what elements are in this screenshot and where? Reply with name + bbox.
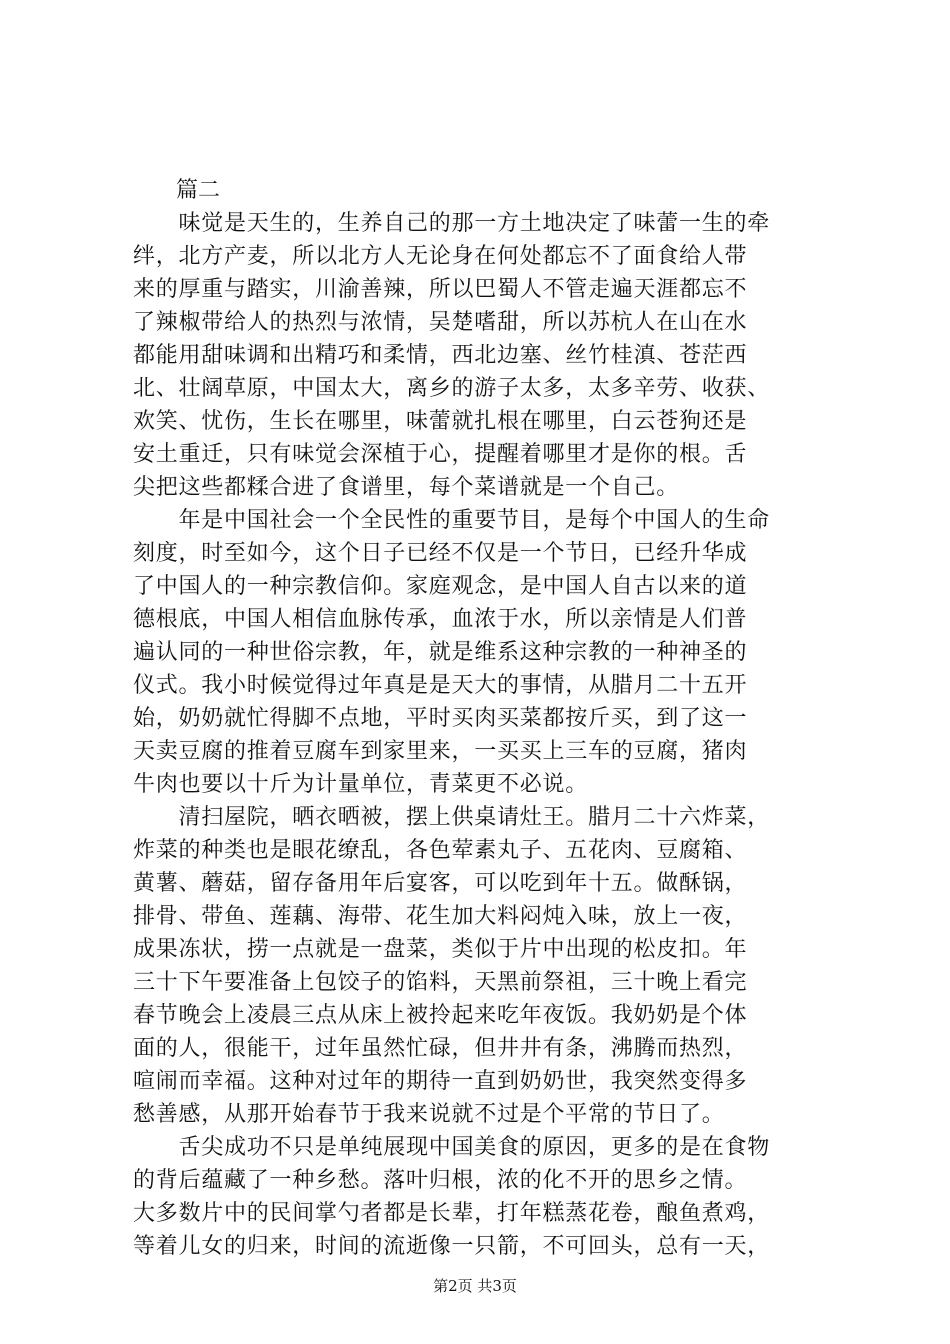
- section-heading: 篇二: [176, 178, 221, 203]
- text-line: 刻度，时至如今，这个日子已经不仅是一个节日，已经升华成: [133, 541, 748, 566]
- text-line: 春节晚会上凌晨三点从床上被拎起来吃年夜饭。我奶奶是个体: [133, 1003, 748, 1028]
- text-line: 炸菜的种类也是眼花缭乱，各色荤素丸子、五花肉、豆腐箱、: [133, 838, 748, 863]
- text-line: 三十下午要准备上包饺子的馅料，天黑前祭祖，三十晚上看完: [133, 970, 748, 995]
- text-line: 始，奶奶就忙得脚不点地，平时买肉买菜都按斤买，到了这一: [133, 706, 748, 731]
- text-line: 安土重迁，只有味觉会深植于心，提醒着哪里才是你的根。舌: [133, 442, 748, 467]
- text-line: 欢笑、忧伤，生长在哪里，味蕾就扎根在哪里，白云苍狗还是: [133, 409, 748, 434]
- text-line: 面的人，很能干，过年虽然忙碌，但井井有条，沸腾而热烈，: [133, 1036, 748, 1061]
- text-line: 遍认同的一种世俗宗教，年，就是维系这种宗教的一种神圣的: [133, 640, 748, 665]
- text-line: 成果冻状，捞一点就是一盘菜，类似于片中出现的松皮扣。年: [133, 937, 748, 962]
- text-line: 等着儿女的归来，时间的流逝像一只箭，不可回头，总有一天，: [133, 1234, 771, 1259]
- text-line: 愁善感，从那开始春节于我来说就不过是个平常的节日了。: [133, 1102, 725, 1127]
- text-line: 大多数片中的民间掌勺者都是长辈，打年糕蒸花卷，酿鱼煮鸡，: [133, 1201, 771, 1226]
- text-line: 德根底，中国人相信血脉传承，血浓于水，所以亲情是人们普: [133, 607, 748, 632]
- text-line: 排骨、带鱼、莲藕、海带、花生加大料闷炖入味，放上一夜，: [133, 904, 748, 929]
- text-line: 尖把这些都糅合进了食谱里，每个菜谱就是一个自己。: [133, 475, 680, 500]
- text-line: 北、壮阔草原，中国太大，离乡的游子太多，太多辛劳、收获、: [133, 376, 771, 401]
- text-line: 了中国人的一种宗教信仰。家庭观念，是中国人自古以来的道: [133, 574, 748, 599]
- text-line: 舌尖成功不只是单纯展现中国美食的原因，更多的是在食物: [133, 1135, 771, 1160]
- text-line: 喧闹而幸福。这种对过年的期待一直到奶奶世，我突然变得多: [133, 1069, 748, 1094]
- text-line: 黄薯、蘑菇，留存备用年后宴客，可以吃到年十五。做酥锅，: [133, 871, 748, 896]
- text-line: 都能用甜味调和出精巧和柔情，西北边塞、丝竹桂滇、苍茫西: [133, 343, 748, 368]
- text-line: 的背后蕴藏了一种乡愁。落叶归根，浓的化不开的思乡之情。: [133, 1168, 748, 1193]
- text-line: 清扫屋院，晒衣晒被，摆上供桌请灶王。腊月二十六炸菜，: [133, 805, 771, 830]
- text-line: 牛肉也要以十斤为计量单位，青菜更不必说。: [133, 772, 589, 797]
- text-line: 来的厚重与踏实，川渝善辣，所以巴蜀人不管走遍天涯都忘不: [133, 277, 748, 302]
- page-number-footer: 第2页 共3页: [433, 1277, 517, 1295]
- text-line: 仪式。我小时候觉得过年真是是天大的事情，从腊月二十五开: [133, 673, 748, 698]
- text-line: 年是中国社会一个全民性的重要节目，是每个中国人的生命: [133, 508, 771, 533]
- text-line: 味觉是天生的，生养自己的那一方土地决定了味蕾一生的牵: [133, 211, 771, 236]
- text-line: 天卖豆腐的推着豆腐车到家里来，一买买上三车的豆腐，猪肉: [133, 739, 748, 764]
- text-line: 了辣椒带给人的热烈与浓情，吴楚嗜甜，所以苏杭人在山在水: [133, 310, 748, 335]
- text-line: 绊，北方产麦，所以北方人无论身在何处都忘不了面食给人带: [133, 244, 748, 269]
